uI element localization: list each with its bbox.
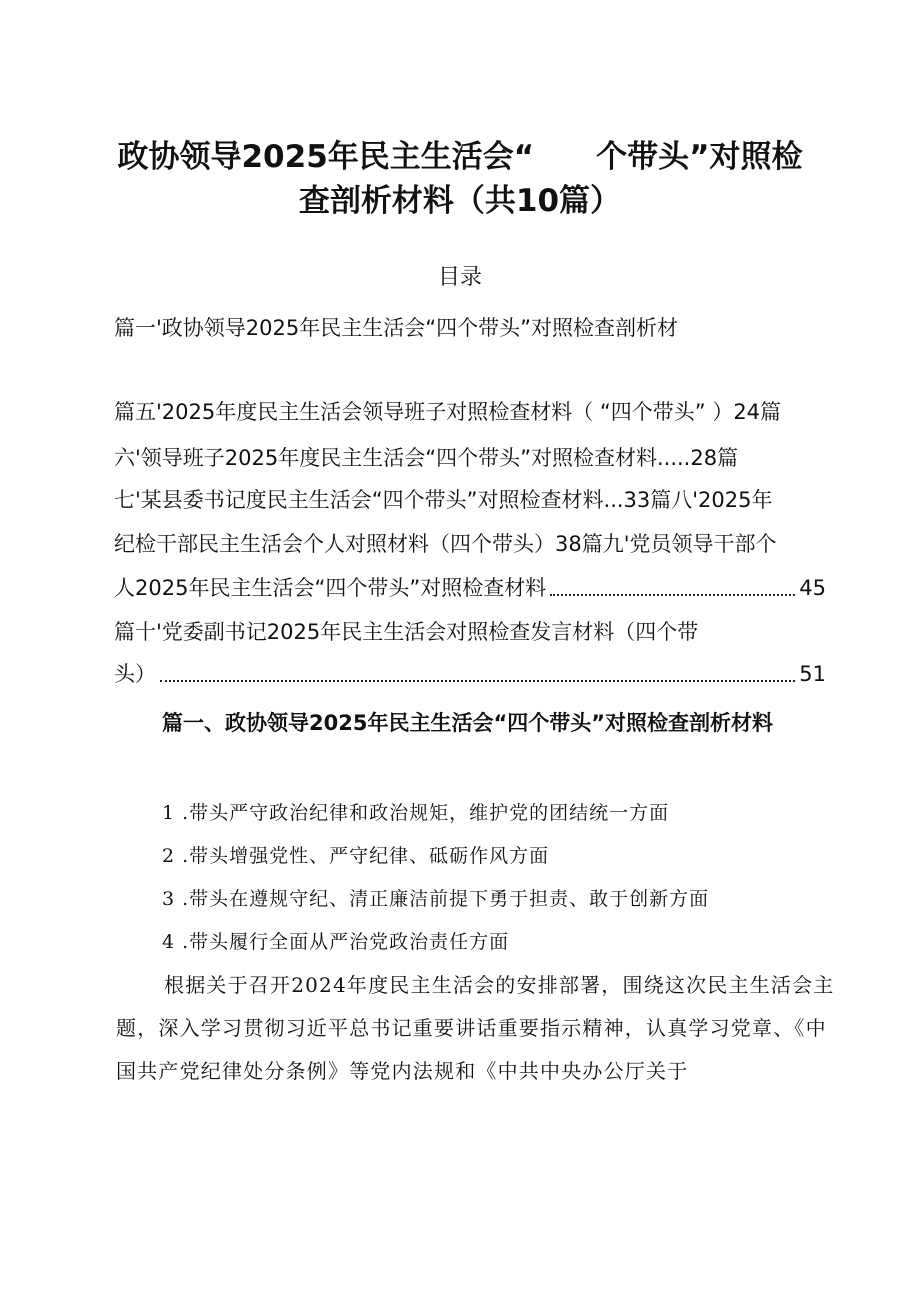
toc-line: 七'某县委书记度民主生活会“四个带头”对照检查材料...33篇八'2025年 — [114, 488, 773, 512]
toc-page-number: 45 — [799, 576, 826, 600]
section-list-item: 4 .带头履行全面从严治党政治责任方面 — [162, 931, 510, 953]
document-title-line-1: 政协领导2025年民主生活会“ 个带头”对照检 — [117, 139, 803, 175]
body-paragraph-text: 根据关于召开2024年度民主生活会的安排部署，围绕这次民主生活会主题，深入学习贯彻习近平总书记重要讲话重要指示精神，认真学习党章、《中国共产党纪律处分条例》等党内法规和《中共中央办公厅关于 — [116, 973, 835, 1083]
toc-line: 篇五'2025年度民主生活会领导班子对照检查材料（ “四个带头” ）24篇 — [114, 400, 782, 424]
toc-line: 篇十'党委副书记2025年民主生活会对照检查发言材料（四个带 — [114, 620, 699, 644]
toc-line: 纪检干部民主生活会个人对照材料（四个带头）38篇九'党员领导干部个 — [114, 532, 777, 556]
toc-page-number: 51 — [799, 662, 826, 686]
toc-entry-text: 头） — [114, 662, 156, 686]
document-title-line-2: 查剖析材料（共10篇） — [298, 183, 622, 219]
toc-leader-dots — [550, 594, 795, 596]
section-heading: 篇一、政协领导2025年民主生活会“四个带头”对照检查剖析材料 — [162, 711, 774, 735]
body-paragraph — [116, 964, 836, 1093]
toc-line — [114, 658, 826, 690]
toc-entry-text: 人2025年民主生活会“四个带头”对照检查材料 — [114, 576, 547, 600]
section-list-item: 2 .带头增强党性、严守纪律、砥砺作风方面 — [162, 845, 550, 867]
toc-line: 篇一'政协领导2025年民主生活会“四个带头”对照检查剖析材 — [114, 316, 678, 340]
toc-line — [114, 572, 826, 604]
section-list-item: 1 .带头严守政治纪律和政治规矩，维护党的团结统一方面 — [162, 802, 670, 824]
toc-leader-dots — [160, 680, 795, 682]
toc-heading: 目录 — [437, 265, 482, 290]
toc-line: 六'领导班子2025年度民主生活会“四个带头”对照检查材料.....28篇 — [114, 446, 739, 470]
section-list-item: 3 .带头在遵规守纪、清正廉洁前提下勇于担责、敢于创新方面 — [162, 888, 710, 910]
